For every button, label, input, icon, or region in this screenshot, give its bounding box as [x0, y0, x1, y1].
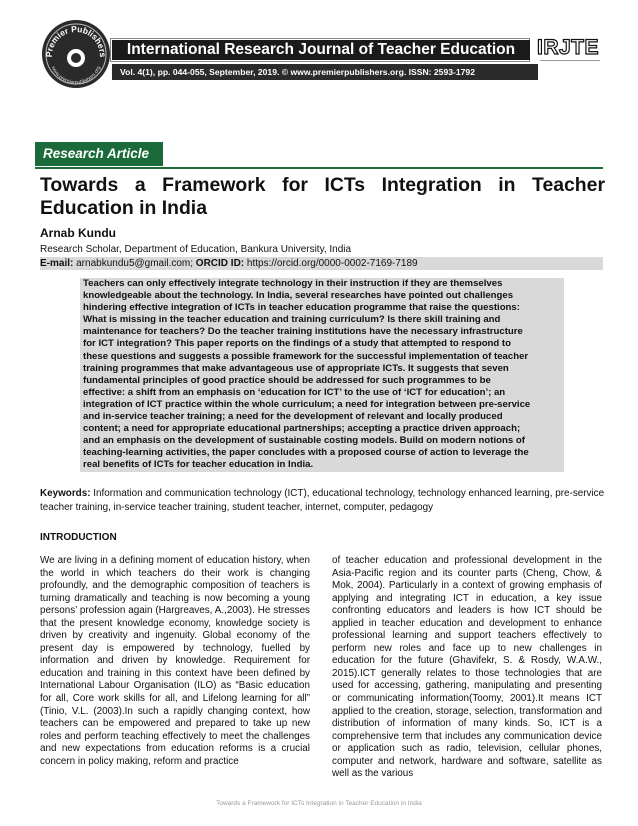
abstract-line: effective: a shift from an emphasis on ‘education for ICT’ to the use of ‘ICT for education’; an	[83, 386, 506, 398]
email-link[interactable]: arnabkundu5@gmail.com;	[76, 258, 194, 269]
abstract-line: training programmes that make advantageous use of appropriate ICTs. It suggests that seven	[83, 362, 509, 374]
journal-abbrev-underline	[540, 60, 600, 65]
abstract-line: and in-service teacher training; a need for the development of relevant and locally produced	[83, 411, 503, 423]
abstract-line: What is missing in the teacher education and training curriculum? Is there skill training and	[83, 314, 501, 326]
author-affiliation: Research Scholar, Department of Education, Bankura University, India	[40, 244, 352, 255]
email-label: E-mail:	[40, 258, 74, 269]
intro-right-column: of teacher education and professional development in the Asia-Pacific region and its counter parts (Cheng, Chow, & Mok, 2004). Particularly in a context of growing emphasis of applying and integrating ICT in education, a key issue confronting educators and leaders is how ICT should be applied in teacher education and development to enhance professional learning and support teachers effectively to perform new roles and face up to new challenges in education for the future (Ghavifekr, S. & Rosdy, W.A.W., 2015).ICT generally relates to those technologies that are used for accessing, gathering, manipulating and presenting or communicating information(Toomy, 2001).It means ICT applied to the creation, storage, selection, transformation and distribution of information of many kinds. So, ICT is a comprehensive term that includes any communication device or application such as radio, television, cellular phones, computer and network, hardware and software, satellite as well as the various	[332, 555, 602, 780]
keywords-text: Information and communication technology (ICT), educational technology, technology enhanced learning, pre-service teacher training, in-service teacher training, student teacher, internet, computer, pedagogy	[40, 488, 605, 513]
keywords	[40, 487, 605, 514]
journal-abbrev: IRJTE	[537, 36, 600, 59]
volume-line: Vol. 4(1), pp. 044-055, September, 2019. © www.premierpublishers.org. ISSN: 2593-1792	[112, 64, 538, 80]
article-type-rule	[35, 167, 603, 169]
abstract-line: for ICT integration? This paper reports on the findings of a study that attempted to respond to	[83, 338, 511, 350]
abstract-line: these questions and suggests a possible framework for the successful implementation of teacher	[83, 350, 529, 362]
running-footer: Towards a Framework for ICTs Integration in Teacher Education in India	[216, 800, 422, 807]
article-type-badge: Research Article	[35, 142, 163, 166]
abstract-line: integration of ICT practice within the whole curriculum; a need for integration between pre-service	[83, 398, 531, 410]
intro-left-column: We are living in a defining moment of education history, when the world in which teachers do their work is changing profoundly, and the demographic composition of teachers is turning dramatically and teaching is now becoming a young persons’ profession again (Hargreaves, A.,2003). He stresses that the present knowledge economy, knowledge society is driven by creativity and ingenuity. Global economy of the present day is empowered by technology, fuelled by information and driven by knowledge. Requirement for education and training in this context have been defined by International Labour Organisation (ILO) as “Basic education for all, Core work skills for all, and Lifelong learning for all” (Tinio, V.L. (2003).In such a rapidly changing context, how teachers can be empowered and prepared to take up new roles and perform teaching effectively to meet the challenges and new expectations from education reforms is a crucial concern in policy making, reform and practice	[40, 555, 310, 767]
author-name: Arnab Kundu	[40, 226, 116, 240]
orcid-link[interactable]: https://orcid.org/0000-0002-7169-7189	[246, 258, 418, 269]
abstract-line: teaching-learning activities, the paper concludes with a proposed course of action to leverage the	[83, 447, 529, 459]
journal-title: International Research Journal of Teacher Education	[112, 40, 530, 60]
abstract-line: real benefits of ICTs for teacher education in India.	[83, 459, 314, 471]
abstract-line: hindering effective integration of ICTs in teacher education programme that raise the questions:	[83, 302, 520, 314]
section-heading-introduction: INTRODUCTION	[40, 532, 117, 543]
abstract-line: knowledgeable about the technology. In India, several researches have pointed out challenges	[83, 290, 514, 302]
orcid-label: ORCID ID:	[195, 258, 245, 269]
logo-name: Premier Publishers	[43, 23, 109, 58]
abstract-line: maintenance for teachers? Do the teacher training institutions have the necessary infrastructure	[83, 326, 523, 338]
abstract-line: fundamental principles of good practice should be addressed for such programmes to be	[83, 374, 491, 386]
publisher-logo	[40, 18, 112, 90]
logo-url: www.premierpublishers.org	[49, 65, 103, 87]
abstract-line: content; a need for appropriate educational partnerships; accepting a practice driven approach;	[83, 423, 521, 435]
contact-row	[40, 257, 603, 270]
abstract-line: Teachers can only effectively integrate technology in their instruction if they are themselves	[83, 278, 503, 289]
paper-title: Towards a Framework for ICTs Integration in Teacher Education in India	[40, 174, 605, 219]
keywords-label: Keywords:	[40, 488, 91, 499]
abstract-box	[80, 278, 564, 472]
abstract-line: and an emphasis on the development of sustainable costing models. Build on modern notions of	[83, 435, 525, 447]
